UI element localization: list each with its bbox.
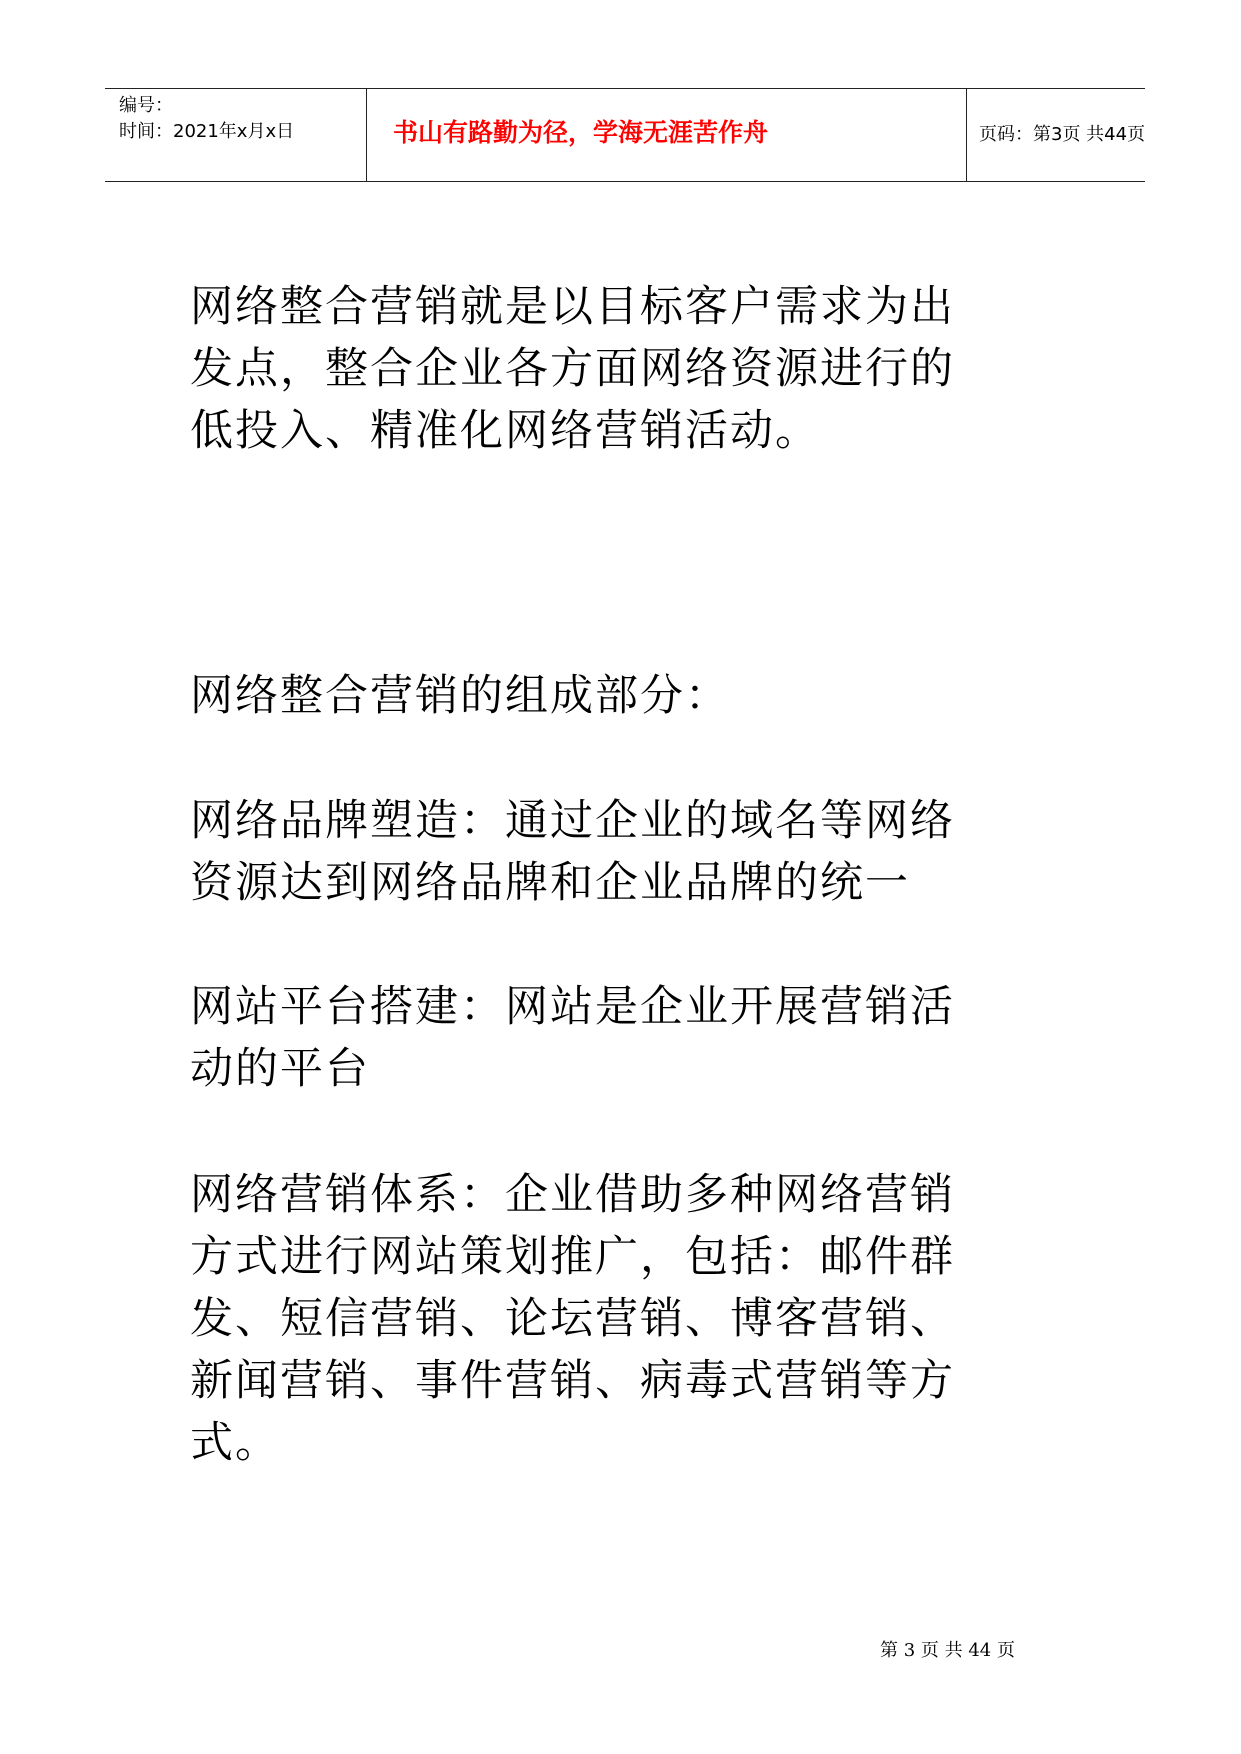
text-line: 新闻营销、事件营销、病毒式营销等方 — [190, 1356, 955, 1406]
document-number-label: 编号： — [119, 95, 173, 116]
document-time-label: 时间：2021年x月x日 — [119, 121, 295, 142]
text-line: 网站平台搭建：网站是企业开展营销活 — [190, 982, 955, 1032]
paragraph-components-heading — [190, 665, 730, 727]
page-footer: 第 3 页 共 44 页 — [880, 1640, 1015, 1661]
paragraph-website-platform — [190, 976, 955, 1100]
header-middle-cell — [367, 89, 967, 181]
text-line: 网络整合营销的组成部分： — [190, 671, 730, 721]
text-line: 低投入、精准化网络营销活动。 — [190, 406, 820, 456]
header-left-cell — [105, 89, 367, 181]
paragraph-brand-building — [190, 790, 955, 914]
page-header — [105, 88, 1145, 182]
header-motto: 书山有路勤为径，学海无涯苦作舟 — [393, 118, 769, 147]
text-line: 方式进行网站策划推广，包括：邮件群 — [190, 1232, 955, 1282]
paragraph-definition — [190, 276, 955, 462]
text-line: 资源达到网络品牌和企业品牌的统一 — [190, 858, 910, 908]
header-right-cell — [967, 89, 1145, 181]
text-line: 式。 — [190, 1418, 280, 1468]
text-line: 动的平台 — [190, 1044, 370, 1094]
text-line: 网络整合营销就是以目标客户需求为出 — [190, 282, 955, 332]
text-line: 发、短信营销、论坛营销、博客营销、 — [190, 1294, 955, 1344]
header-page-code: 页码：第3页 共44页 — [979, 124, 1146, 145]
paragraph-marketing-system — [190, 1164, 955, 1474]
text-line: 网络品牌塑造：通过企业的域名等网络 — [190, 796, 955, 846]
text-line: 发点，整合企业各方面网络资源进行的 — [190, 344, 955, 394]
text-line: 网络营销体系：企业借助多种网络营销 — [190, 1170, 955, 1220]
